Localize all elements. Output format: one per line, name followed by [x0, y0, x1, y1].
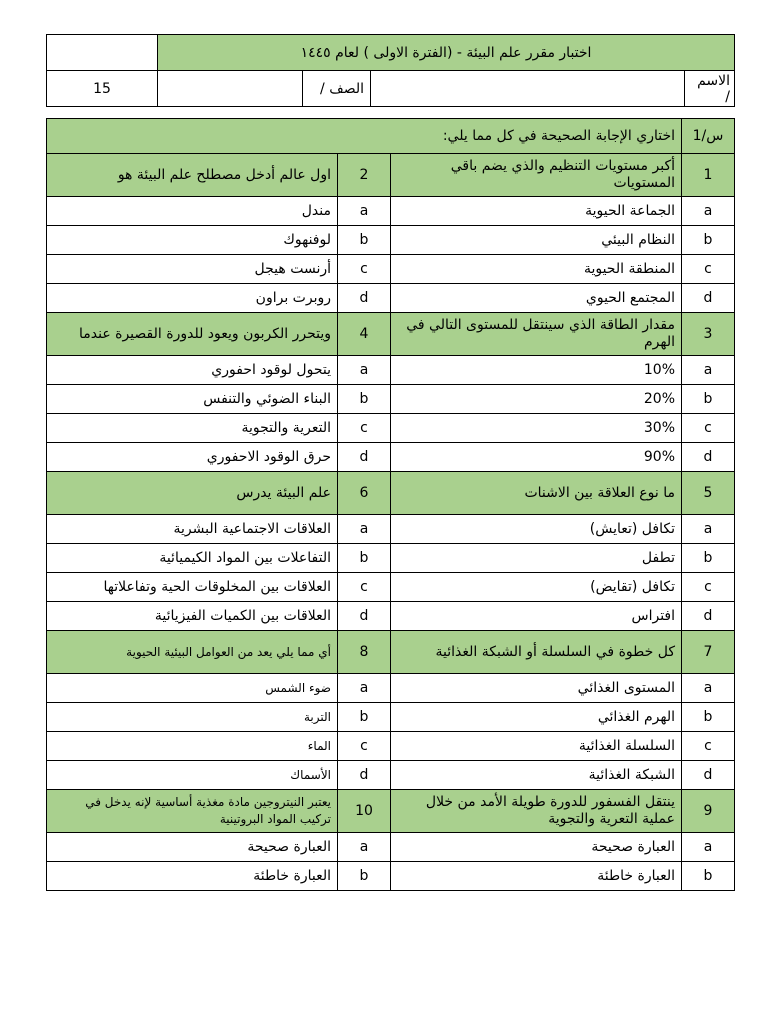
option-letter: c — [338, 573, 391, 602]
option-text[interactable]: تطفل — [391, 544, 682, 573]
option-letter: b — [338, 862, 391, 891]
question-text: ويتحرر الكربون ويعود للدورة القصيرة عندما — [47, 313, 338, 356]
exam-header — [46, 34, 735, 107]
question-number: 5 — [682, 472, 735, 515]
option-letter: d — [682, 761, 735, 790]
question-number: 2 — [338, 154, 391, 197]
option-text[interactable]: المستوى الغذائي — [391, 674, 682, 703]
option-letter: b — [338, 226, 391, 255]
option-text[interactable]: العلاقات بين الكميات الفيزيائية — [47, 602, 338, 631]
option-text[interactable]: ضوء الشمس — [47, 674, 338, 703]
question-text: اول عالم أدخل مصطلح علم البيئة هو — [47, 154, 338, 197]
question-row — [47, 790, 735, 833]
option-text[interactable]: الماء — [47, 732, 338, 761]
option-text[interactable]: مندل — [47, 197, 338, 226]
option-letter: d — [338, 443, 391, 472]
option-letter: c — [682, 255, 735, 284]
option-text[interactable]: العبارة صحيحة — [391, 833, 682, 862]
option-row — [47, 515, 735, 544]
option-row — [47, 255, 735, 284]
option-row — [47, 197, 735, 226]
option-row — [47, 385, 735, 414]
option-row — [47, 862, 735, 891]
question-number: 3 — [682, 313, 735, 356]
question-text: كل خطوة في السلسلة أو الشبكة الغذائية — [391, 631, 682, 674]
question-number: 9 — [682, 790, 735, 833]
option-text[interactable]: السلسلة الغذائية — [391, 732, 682, 761]
option-text[interactable]: العلاقات الاجتماعية البشرية — [47, 515, 338, 544]
option-text[interactable]: المنطقة الحيوية — [391, 255, 682, 284]
option-text[interactable]: التعرية والتجوية — [47, 414, 338, 443]
option-text[interactable]: التفاعلات بين المواد الكيميائية — [47, 544, 338, 573]
option-row — [47, 602, 735, 631]
option-row — [47, 284, 735, 313]
option-letter: a — [338, 356, 391, 385]
option-letter: a — [338, 833, 391, 862]
option-row — [47, 732, 735, 761]
score-cell: 15 — [47, 71, 158, 107]
option-letter: b — [338, 385, 391, 414]
quiz-table — [46, 118, 735, 891]
option-text[interactable]: تكافل (تقايض) — [391, 573, 682, 602]
question-row — [47, 472, 735, 515]
option-letter: c — [338, 255, 391, 284]
option-letter: d — [338, 602, 391, 631]
option-letter: b — [682, 226, 735, 255]
option-text[interactable]: البناء الضوئي والتنفس — [47, 385, 338, 414]
option-letter: d — [338, 761, 391, 790]
exam-title: اختبار مقرر علم البيئة - (الفترة الاولى ) لعام ١٤٤٥ — [158, 35, 735, 71]
question-row — [47, 154, 735, 197]
option-text[interactable]: الجماعة الحيوية — [391, 197, 682, 226]
question-text: أكبر مستويات التنظيم والذي يضم باقي المستويات — [391, 154, 682, 197]
option-text[interactable]: تكافل (تعايش) — [391, 515, 682, 544]
option-letter: b — [682, 703, 735, 732]
option-text[interactable]: التربة — [47, 703, 338, 732]
option-letter: b — [682, 544, 735, 573]
question-text: ينتقل الفسفور للدورة طويلة الأمد من خلال عملية التعرية والتجوية — [391, 790, 682, 833]
name-label: الاسم / — [685, 71, 735, 107]
option-letter: d — [682, 602, 735, 631]
option-text[interactable]: العبارة صحيحة — [47, 833, 338, 862]
class-value-cell[interactable] — [158, 71, 303, 107]
option-text[interactable]: روبرت براون — [47, 284, 338, 313]
question-number: 7 — [682, 631, 735, 674]
option-text[interactable]: 90% — [391, 443, 682, 472]
section-instruction: اختاري الإجابة الصحيحة في كل مما يلي: — [47, 119, 682, 154]
option-letter: a — [682, 674, 735, 703]
question-row — [47, 313, 735, 356]
question-number: 4 — [338, 313, 391, 356]
option-text[interactable]: يتحول لوقود احفوري — [47, 356, 338, 385]
option-row — [47, 573, 735, 602]
question-number: 1 — [682, 154, 735, 197]
option-letter: d — [338, 284, 391, 313]
option-row — [47, 544, 735, 573]
name-value-cell[interactable] — [371, 71, 685, 107]
option-text[interactable]: لوفنهوك — [47, 226, 338, 255]
option-row — [47, 356, 735, 385]
option-row — [47, 833, 735, 862]
option-text[interactable]: 30% — [391, 414, 682, 443]
option-text[interactable]: النظام البيئي — [391, 226, 682, 255]
option-row — [47, 761, 735, 790]
question-number: 8 — [338, 631, 391, 674]
option-letter: a — [682, 833, 735, 862]
question-row — [47, 631, 735, 674]
option-letter: c — [338, 414, 391, 443]
question-text: مقدار الطاقة الذي سينتقل للمستوى التالي في الهرم — [391, 313, 682, 356]
option-letter: b — [682, 862, 735, 891]
option-letter: b — [682, 385, 735, 414]
option-letter: a — [682, 197, 735, 226]
question-text: يعتبر النيتروجين مادة مغذية أساسية لإنه يدخل في تركيب المواد البروتينية — [47, 790, 338, 833]
question-text: علم البيئة يدرس — [47, 472, 338, 515]
option-letter: c — [338, 732, 391, 761]
option-text[interactable]: 20% — [391, 385, 682, 414]
option-letter: c — [682, 732, 735, 761]
option-row — [47, 674, 735, 703]
question-number: 6 — [338, 472, 391, 515]
option-row — [47, 443, 735, 472]
option-text[interactable]: الشبكة الغذائية — [391, 761, 682, 790]
option-letter: a — [338, 197, 391, 226]
option-letter: a — [682, 356, 735, 385]
option-text[interactable]: حرق الوقود الاحفوري — [47, 443, 338, 472]
option-text[interactable]: 10% — [391, 356, 682, 385]
option-letter: b — [338, 544, 391, 573]
option-letter: c — [682, 414, 735, 443]
question-text: أي مما يلي يعد من العوامل البيئية الحيوية — [47, 631, 338, 674]
question-text: ما نوع العلاقة بين الاشنات — [391, 472, 682, 515]
blank-cell — [47, 35, 158, 71]
option-letter: c — [682, 573, 735, 602]
option-row — [47, 414, 735, 443]
option-letter: d — [682, 443, 735, 472]
option-text[interactable]: العلاقات بين المخلوقات الحية وتفاعلاتها — [47, 573, 338, 602]
option-row — [47, 226, 735, 255]
option-text[interactable]: الهرم الغذائي — [391, 703, 682, 732]
option-letter: a — [338, 674, 391, 703]
section-number: س/1 — [682, 119, 735, 154]
option-text[interactable]: المجتمع الحيوي — [391, 284, 682, 313]
option-text[interactable]: العبارة خاطئة — [391, 862, 682, 891]
option-text[interactable]: العبارة خاطئة — [47, 862, 338, 891]
option-letter: d — [682, 284, 735, 313]
option-text[interactable]: افتراس — [391, 602, 682, 631]
option-row — [47, 703, 735, 732]
class-label: الصف / — [303, 71, 371, 107]
option-letter: b — [338, 703, 391, 732]
option-letter: a — [682, 515, 735, 544]
option-letter: a — [338, 515, 391, 544]
option-text[interactable]: أرنست هيجل — [47, 255, 338, 284]
option-text[interactable]: الأسماك — [47, 761, 338, 790]
question-number: 10 — [338, 790, 391, 833]
